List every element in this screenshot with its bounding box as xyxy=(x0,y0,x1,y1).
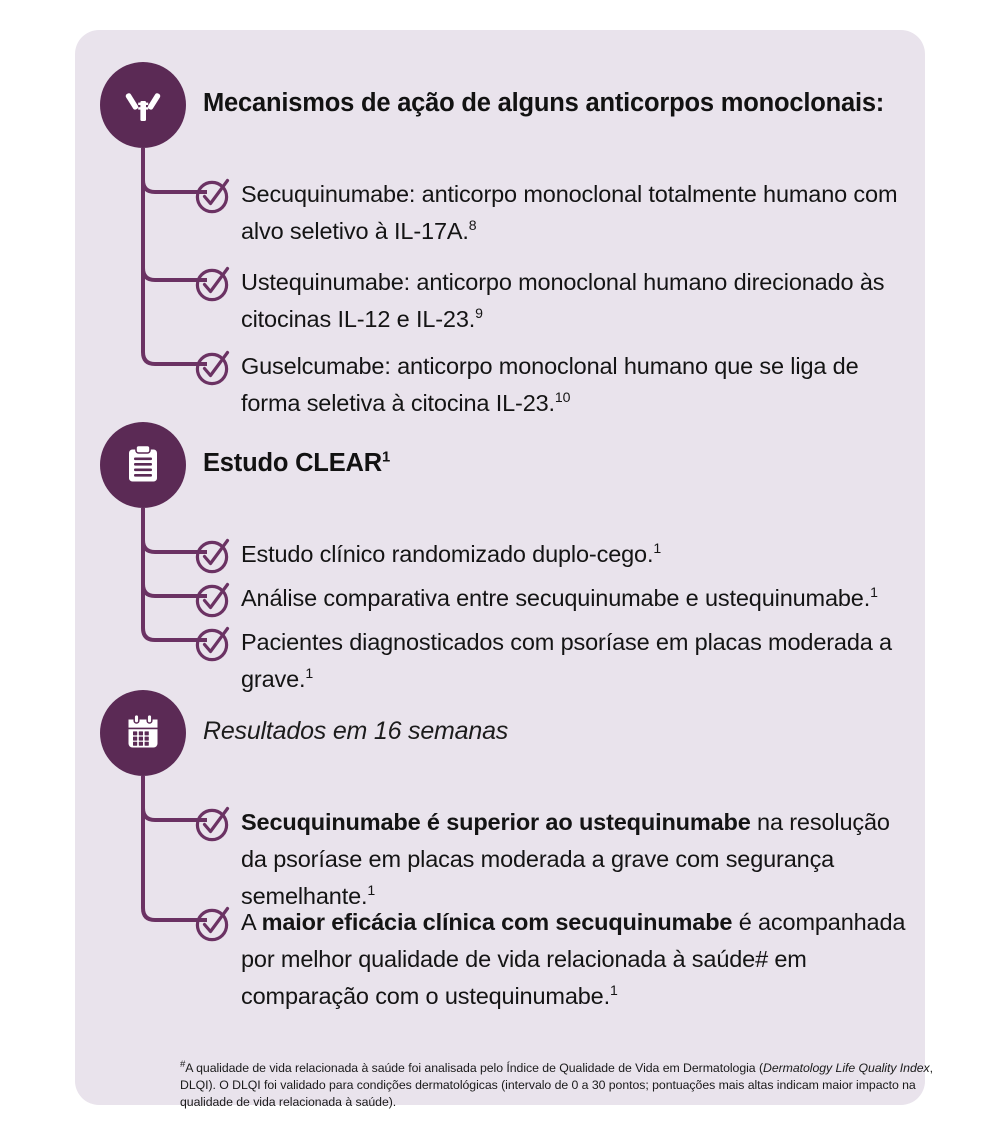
check-circle-icon xyxy=(193,804,233,844)
clipboard-icon xyxy=(122,444,164,486)
plain-text: Ustequinumabe: anticorpo monoclonal humano direcionado às citocinas IL-12 e IL-23. xyxy=(241,269,885,332)
plain-text: é acompanhada por melhor qualidade de vida relacionada à saúde# em comparação com o ustequinumabe. xyxy=(241,909,906,1009)
heading-text: Mecanismos de ação de alguns anticorpos monoclonais: xyxy=(203,89,885,117)
emphasis-text: maior eficácia clínica com secuquinumabe xyxy=(261,909,733,935)
reference-superscript: 8 xyxy=(468,217,477,234)
reference-superscript: 1 xyxy=(653,540,662,557)
heading-text: Resultados em 16 semanas xyxy=(203,717,509,745)
plain-text: A xyxy=(241,909,262,935)
reference-superscript: 1 xyxy=(609,982,618,999)
calendar-icon xyxy=(122,712,164,754)
list-item-text xyxy=(241,536,913,573)
list-item xyxy=(193,176,913,250)
list-item-text xyxy=(241,264,913,338)
list-item-text xyxy=(241,580,913,617)
list-item xyxy=(193,536,913,573)
clipboard-node xyxy=(100,422,186,508)
plain-text: na resolução da psoríase em placas moderada a grave com segurança semelhante. xyxy=(241,809,890,909)
plain-text: Guselcumabe: anticorpo monoclonal humano que se liga de forma seletiva à citocina IL-23. xyxy=(241,353,859,416)
list-item xyxy=(193,264,913,338)
list-item xyxy=(193,804,913,915)
check-circle-icon xyxy=(193,904,233,944)
reference-superscript: 1 xyxy=(305,665,314,682)
list-item xyxy=(193,904,913,1015)
footnote-text-b: , DLQI). O DLQI foi validado para condições dermatológicas (intervalo de 0 a 30 pontos; pontuações mais altas indicam maior impacto na qualidade de vida relacionada à saúde). xyxy=(180,1061,934,1109)
footnote-marker: # xyxy=(180,1058,186,1070)
list-item-text xyxy=(241,904,913,1015)
reference-superscript: 10 xyxy=(554,389,571,406)
list-item-text xyxy=(241,176,913,250)
heading-superscript: 1 xyxy=(381,449,390,466)
footnote xyxy=(180,1060,970,1111)
check-circle-icon xyxy=(193,580,233,620)
list-item xyxy=(193,348,913,422)
check-circle-icon xyxy=(193,624,233,664)
heading-text: Estudo CLEAR xyxy=(203,449,382,477)
reference-superscript: 1 xyxy=(870,584,878,601)
plain-text: Secuquinumabe: anticorpo monoclonal totalmente humano com alvo seletivo à IL-17A. xyxy=(241,181,898,244)
antibody-node xyxy=(100,62,186,148)
list-item-text xyxy=(241,804,913,915)
content-card xyxy=(75,30,934,1109)
reference-superscript: 9 xyxy=(475,305,483,322)
plain-text: Estudo clínico randomizado duplo-cego. xyxy=(241,541,654,567)
check-circle-icon xyxy=(193,264,233,304)
list-item-text xyxy=(241,624,913,698)
list-item-text xyxy=(241,348,913,422)
plain-text: Análise comparativa entre secuquinumabe e ustequinumabe. xyxy=(241,585,871,611)
footnote-text-italic: Dermatology Life Quality Index xyxy=(763,1061,930,1075)
reference-superscript: 1 xyxy=(367,882,376,899)
footnote-text-a: A qualidade de vida relacionada à saúde foi analisada pelo Índice de Qualidade de Vida em Dermatologia ( xyxy=(185,1061,763,1075)
list-item xyxy=(193,624,913,698)
check-circle-icon xyxy=(193,536,233,576)
list-item xyxy=(193,580,913,617)
emphasis-text: Secuquinumabe é superior ao ustequinumabe xyxy=(241,809,751,835)
check-circle-icon xyxy=(193,176,233,216)
calendar-node xyxy=(100,690,186,776)
check-circle-icon xyxy=(193,348,233,388)
plain-text: Pacientes diagnosticados com psoríase em placas moderada a grave. xyxy=(241,629,892,692)
antibody-icon xyxy=(120,82,166,128)
